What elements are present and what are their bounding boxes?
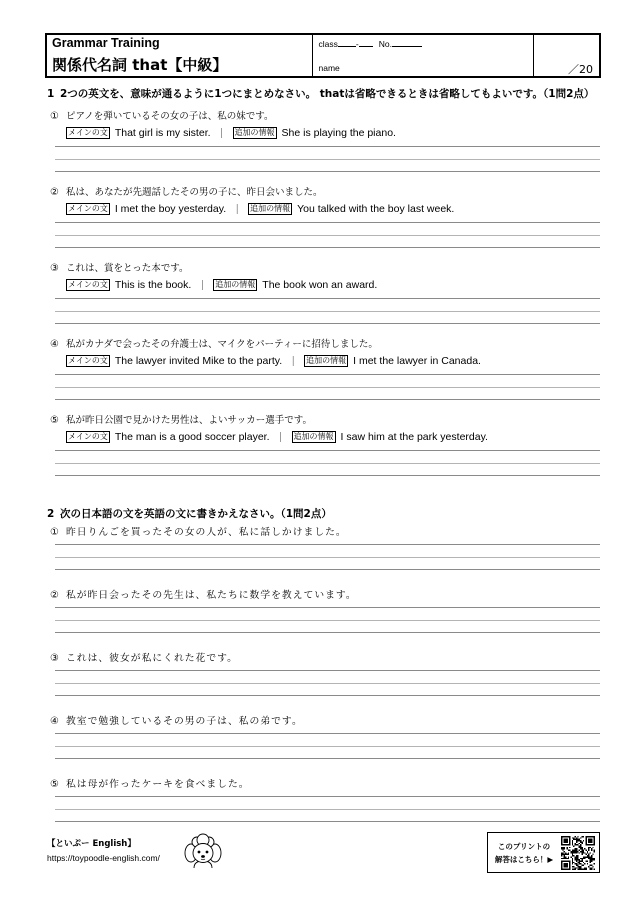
answer-lines <box>55 450 600 476</box>
sentence-pair <box>66 124 396 141</box>
question-item <box>0 109 636 185</box>
section-instruction: 2つの英文を、意味が通るように1つにまとめなさい。 thatは省略できるときは省略してもよいです。（1問2点） <box>60 88 595 100</box>
question-item <box>0 525 636 588</box>
separator: ｜ <box>216 129 227 140</box>
answer-lines <box>55 298 600 324</box>
title-cell <box>47 35 313 76</box>
separator: ｜ <box>288 357 299 368</box>
worksheet-header <box>45 33 601 78</box>
main-sentence-label: メインの文 <box>68 279 108 289</box>
question-japanese: 私がカナダで会ったその弁護士は、マイクをパーティーに招待しました。 <box>66 339 378 350</box>
class-blank-2 <box>359 38 373 47</box>
answer-midline <box>55 235 600 236</box>
name-label: name <box>318 63 340 73</box>
main-sentence-label: メインの文 <box>68 431 108 441</box>
main-sentence-label: メインの文 <box>68 127 108 137</box>
answer-midline <box>55 809 600 810</box>
question-item <box>0 185 636 261</box>
main-sentence-label: メインの文 <box>68 355 108 365</box>
worksheet-title-japanese: 関係代名詞 that【中級】 <box>52 56 228 74</box>
question-japanese: これは、賞をとった本です。 <box>66 263 189 274</box>
answer-midline <box>55 557 600 558</box>
class-blank <box>338 38 356 47</box>
separator: ｜ <box>197 281 208 292</box>
question-japanese: 私は母が作ったケーキを食べました。 <box>66 779 250 790</box>
site-url-link[interactable]: https://toypoodle-english.com/ <box>47 853 160 863</box>
main-sentence: The man is a good soccer player. <box>114 430 270 443</box>
question-japanese: 教室で勉強しているその男の子は、私の弟です。 <box>66 716 303 727</box>
extra-sentence: She is playing the piano. <box>281 126 396 139</box>
answer-midline <box>55 311 600 312</box>
extra-info-label: 追加の情報 <box>293 431 334 441</box>
section-2-questions <box>0 525 636 840</box>
sentence-pair <box>66 200 454 217</box>
class-label: class <box>318 39 338 49</box>
question-number: ④ <box>50 716 59 727</box>
extra-sentence: The book won an award. <box>262 278 378 291</box>
sentence-pair <box>66 276 377 293</box>
question-number: ③ <box>50 263 59 274</box>
section-1-title <box>47 86 602 100</box>
question-item <box>0 337 636 413</box>
separator: ｜ <box>232 205 243 216</box>
question-item <box>0 413 636 489</box>
question-number: ② <box>50 187 59 198</box>
answer-midline <box>55 463 600 464</box>
extra-sentence: I met the lawyer in Canada. <box>353 354 481 367</box>
question-item <box>0 261 636 337</box>
question-japanese: 私が昨日会ったその先生は、私たちに数学を教えています。 <box>66 590 357 601</box>
class-dash: - <box>355 39 359 49</box>
separator: ｜ <box>275 433 286 444</box>
answer-key-text-2: 解答はこちら！▶ <box>494 855 554 864</box>
extra-info-label: 追加の情報 <box>306 355 347 365</box>
answer-key-link[interactable] <box>487 832 600 873</box>
score-total: ／20 <box>568 63 593 76</box>
number-blank <box>392 38 422 47</box>
section-instruction: 次の日本語の文を英語の文に書きかえなさい。（1問2点） <box>60 508 332 520</box>
question-japanese: 私は、あなたが先週話したその男の子に、昨日会いました。 <box>66 187 323 198</box>
answer-lines <box>55 670 600 696</box>
section-1-questions <box>0 109 636 489</box>
extra-sentence: I saw him at the park yesterday. <box>340 430 488 443</box>
answer-lines <box>55 222 600 248</box>
answer-key-text-1: このプリントの <box>497 842 551 851</box>
score-cell <box>534 35 599 76</box>
question-number: ① <box>50 111 59 122</box>
answer-lines <box>55 733 600 759</box>
qr-code-icon <box>561 836 595 870</box>
main-sentence: The lawyer invited Mike to the party. <box>114 354 283 367</box>
extra-sentence: You talked with the boy last week. <box>297 202 455 215</box>
answer-midline <box>55 159 600 160</box>
question-item <box>0 651 636 714</box>
main-sentence: This is the book. <box>114 278 192 291</box>
answer-midline <box>55 683 600 684</box>
extra-info-label: 追加の情報 <box>234 127 275 137</box>
main-sentence: That girl is my sister. <box>114 126 211 139</box>
main-sentence-label: メインの文 <box>68 203 108 213</box>
student-info-cell <box>314 35 534 76</box>
question-item <box>0 777 636 840</box>
main-sentence: I met the boy yesterday. <box>114 202 227 215</box>
question-item <box>0 714 636 777</box>
extra-info-label: 追加の情報 <box>250 203 291 213</box>
question-number: ② <box>50 590 59 601</box>
question-japanese: ピアノを弾いているその女の子は、私の妹です。 <box>66 111 274 122</box>
section-number: 1 <box>47 88 55 100</box>
answer-midline <box>55 387 600 388</box>
class-number-row <box>319 38 422 49</box>
question-japanese: これは、彼女が私にくれた花です。 <box>66 653 238 664</box>
sentence-pair <box>66 352 481 369</box>
answer-lines <box>55 146 600 172</box>
answer-midline <box>55 620 600 621</box>
question-japanese: 私が昨日公園で見かけた男性は、よいサッカー選手です。 <box>66 415 313 426</box>
answer-lines <box>55 607 600 633</box>
number-label: No. <box>378 39 392 49</box>
question-number: ③ <box>50 653 59 664</box>
answer-lines <box>55 374 600 400</box>
question-number: ④ <box>50 339 59 350</box>
worksheet-title-english: Grammar Training <box>52 36 160 50</box>
section-2-title <box>47 506 602 520</box>
question-item <box>0 588 636 651</box>
section-number: 2 <box>47 508 55 520</box>
extra-info-label: 追加の情報 <box>215 279 256 289</box>
question-number: ⑤ <box>50 779 59 790</box>
question-number: ① <box>50 527 59 538</box>
answer-midline <box>55 746 600 747</box>
sentence-pair <box>66 428 488 445</box>
answer-lines <box>55 796 600 822</box>
answer-lines <box>55 544 600 570</box>
toy-poodle-icon <box>182 832 224 870</box>
question-number: ⑤ <box>50 415 59 426</box>
brand-name: 【といぷー English】 <box>47 839 136 849</box>
question-japanese: 昨日りんごを買ったその女の人が、私に話しかけました。 <box>66 527 347 538</box>
